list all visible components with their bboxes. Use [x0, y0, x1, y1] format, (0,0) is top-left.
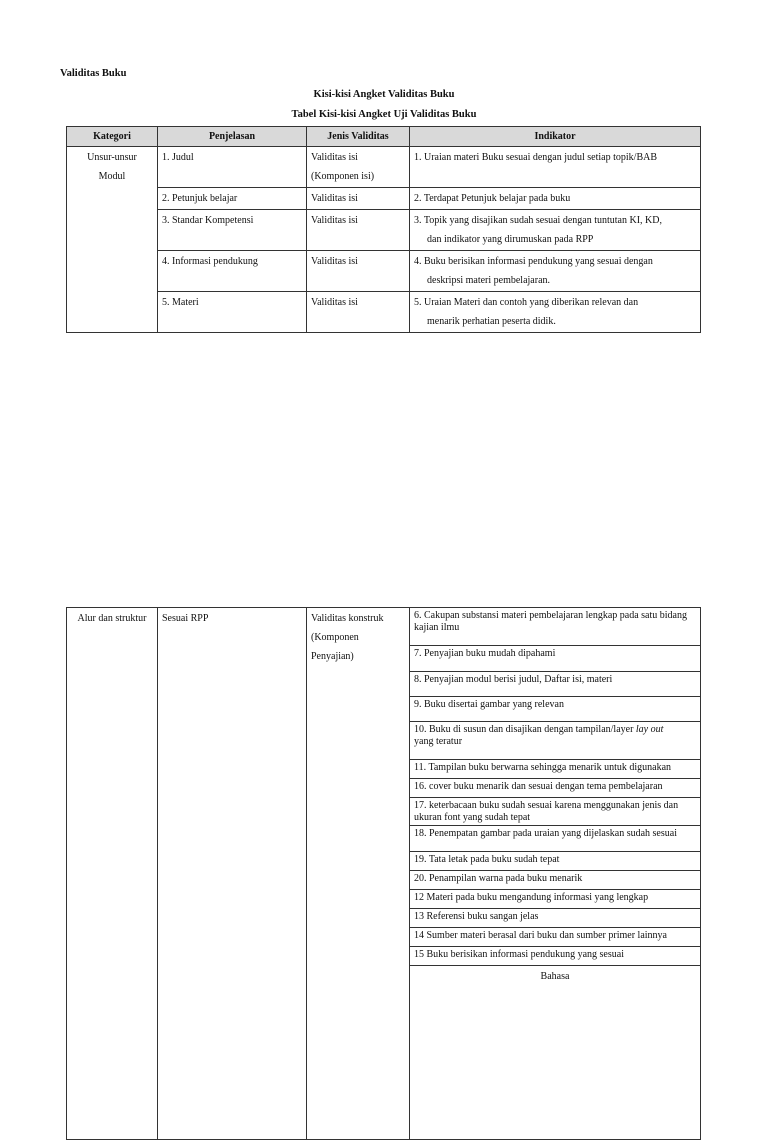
- jenis-line: Validitas isi: [311, 152, 358, 163]
- header-penjelasan: Penjelasan: [158, 127, 307, 147]
- table-row: [67, 188, 701, 210]
- indikator-cell: 20. Penampilan warna pada buku menarik: [410, 871, 701, 890]
- jenis-cell: Validitas isi: [307, 292, 410, 333]
- indikator-cell: 14 Sumber materi berasal dari buku dan sumber primer lainnya: [410, 928, 701, 947]
- penjelasan-cell: 2. Petunjuk belajar: [158, 188, 307, 210]
- indikator-text: yang teratur: [414, 736, 463, 747]
- indikator-cell: 17. keterbacaan buku sudah sesuai karena menggunakan jenis dan ukuran font yang sudah tepat: [410, 798, 701, 826]
- penjelasan-cell: 4. Informasi pendukung: [158, 251, 307, 292]
- indikator-cell: 19. Tata letak pada buku sudah tepat: [410, 852, 701, 871]
- table-caption: Tabel Kisi-kisi Angket Uji Validitas Buku: [291, 109, 477, 120]
- indikator-cell: [410, 251, 701, 292]
- table-row: [67, 210, 701, 251]
- indikator-cell: 9. Buku disertai gambar yang relevan: [410, 697, 701, 722]
- header-jenis-validitas: Jenis Validitas: [307, 127, 410, 147]
- indikator-line: 4. Buku berisikan informasi pendukung yang sesuai dengan: [414, 256, 653, 267]
- indikator-text: 10. Buku di susun dan disajikan dengan tampilan/layer: [414, 724, 634, 735]
- document-title: Kisi-kisi Angket Validitas Buku: [313, 89, 455, 100]
- category-line: Unsur-unsur: [87, 152, 137, 163]
- indikator-cell: 8. Penyajian modul berisi judul, Daftar isi, materi: [410, 672, 701, 697]
- indikator-cell: 11. Tampilan buku berwarna sehingga menarik untuk digunakan: [410, 760, 701, 779]
- jenis-line: Penyajian): [311, 651, 354, 662]
- jenis-line: (Komponen isi): [311, 171, 375, 182]
- jenis-cell: Validitas isi: [307, 210, 410, 251]
- table-row: [67, 251, 701, 292]
- jenis-line: Validitas konstruk: [311, 613, 384, 624]
- indikator-line: 5. Uraian Materi dan contoh yang diberikan relevan dan: [414, 297, 639, 308]
- indikator-cell: 13 Referensi buku sangan jelas: [410, 909, 701, 928]
- indikator-cell: 12 Materi pada buku mengandung informasi yang lengkap: [410, 890, 701, 909]
- header-kategori: Kategori: [67, 127, 158, 147]
- validity-table-1: [66, 126, 701, 333]
- indikator-cell: 7. Penyajian buku mudah dipahami: [410, 646, 701, 672]
- penjelasan-cell: Sesuai RPP: [158, 608, 307, 1140]
- indikator-line: menarik perhatian peserta didik.: [427, 316, 556, 327]
- penjelasan-cell: 3. Standar Kompetensi: [158, 210, 307, 251]
- indikator-italic-text: lay out: [635, 724, 664, 735]
- header-indikator: Indikator: [410, 127, 701, 147]
- jenis-cell: Validitas isi: [307, 188, 410, 210]
- indikator-line: dan indikator yang dirumuskan pada RPP: [427, 234, 594, 245]
- indikator-cell: [410, 292, 701, 333]
- penjelasan-cell: 1. Judul: [158, 147, 307, 188]
- indikator-cell: 6. Cakupan substansi materi pembelajaran lengkap pada satu bidang kajian ilmu: [410, 608, 701, 646]
- penjelasan-cell: 5. Materi: [158, 292, 307, 333]
- indikator-cell: 18. Penempatan gambar pada uraian yang dijelaskan sudah sesuai: [410, 826, 701, 852]
- section-title: Validitas Buku: [60, 68, 127, 79]
- table-row: [67, 292, 701, 333]
- indikator-line: deskripsi materi pembelajaran.: [427, 275, 551, 286]
- indikator-cell: 1. Uraian materi Buku sesuai dengan judul setiap topik/BAB: [410, 147, 701, 188]
- indikator-cell: 2. Terdapat Petunjuk belajar pada buku: [410, 188, 701, 210]
- indikator-cell: 15 Buku berisikan informasi pendukung yang sesuai: [410, 947, 701, 966]
- jenis-cell: [307, 147, 410, 188]
- indikator-cell: [410, 210, 701, 251]
- indikator-cell: [410, 722, 701, 760]
- category-cell: Bahasa: [410, 966, 701, 1140]
- validity-table-2: [66, 607, 701, 1140]
- jenis-cell: Validitas isi: [307, 251, 410, 292]
- category-line: Modul: [98, 171, 126, 182]
- table-row: [67, 147, 701, 188]
- jenis-line: (Komponen: [311, 632, 359, 643]
- table-row: [67, 608, 701, 646]
- indikator-line: 3. Topik yang disajikan sudah sesuai dengan tuntutan KI, KD,: [414, 215, 662, 226]
- jenis-cell: [307, 608, 410, 1140]
- table-header-row: [67, 127, 701, 147]
- category-cell: Alur dan struktur: [67, 608, 158, 1140]
- category-cell: [67, 147, 158, 333]
- indikator-cell: 16. cover buku menarik dan sesuai dengan tema pembelajaran: [410, 779, 701, 798]
